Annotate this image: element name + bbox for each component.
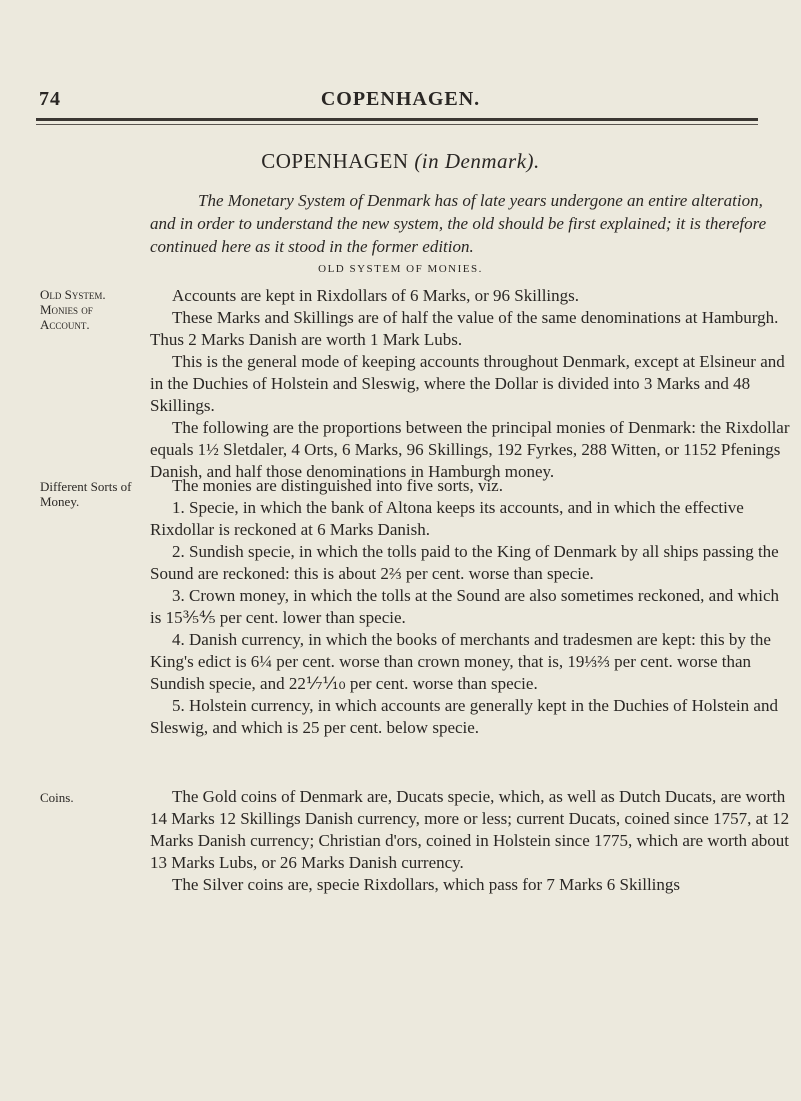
paragraph: 4. Danish currency, in which the books of merchants and tradesmen are kept: this by the King's edict is 6¼ per cent. worse than crown money, that is, 19⅓⅔ per cent. worse than Sundish specie, and 22⅐⅒ per cent. worse than specie. — [150, 630, 771, 693]
section-different-sorts — [150, 475, 790, 739]
margin-note-old-system: Old System. Monies of Account. — [40, 287, 106, 332]
heading-main: COPENHAGEN — [261, 149, 409, 173]
running-head — [0, 88, 801, 114]
intro-paragraph: The Monetary System of Denmark has of late years undergone an entire alteration, and in order to understand the new system, the old should be first explained; it is therefore continued here as it stood in the former edition. — [150, 191, 767, 256]
paragraph: The monies are distinguished into five sorts, viz. — [172, 476, 503, 495]
paragraph: 3. Crown money, in which the tolls at the Sound are also sometimes reckoned, and which is 15⅗⅘ per cent. lower than specie. — [150, 586, 779, 627]
paragraph: The Gold coins of Denmark are, Ducats specie, which, as well as Dutch Ducats, are worth 14 Marks 12 Skillings Danish currency, more or less; current Ducats, coined since 1757, at 12 Marks Danish currency; Christian d'ors, coined in Holstein since 1775, which are worth about 13 Marks Lubs, or 26 Marks Danish currency. — [150, 787, 790, 872]
paragraph: 1. Specie, in which the bank of Altona keeps its accounts, and in which the effective Rixdollar is reckoned at 6 Marks Danish. — [150, 498, 744, 539]
paragraph: This is the general mode of keeping accounts throughout Denmark, except at Elsineur and in the Duchies of Holstein and Sleswig, where the Dollar is divided into 3 Marks and 48 Skillings. — [150, 352, 785, 415]
paragraph: Accounts are kept in Rixdollars of 6 Marks, or 96 Skillings. — [172, 286, 580, 305]
header-rule-thick — [36, 118, 758, 121]
section-heading — [0, 149, 801, 174]
section-old-system — [150, 285, 790, 483]
paragraph: 2. Sundish specie, in which the tolls paid to the King of Denmark by all ships passing the Sound are reckoned: this is about 2⅔ per cent. worse than specie. — [150, 542, 779, 583]
section-coins — [150, 786, 790, 896]
page-number: 74 — [39, 88, 61, 110]
section-caption: OLD SYSTEM OF MONIES. — [318, 263, 483, 275]
paragraph: The following are the proportions between the principal monies of Denmark: the Rixdollar equals 1½ Sletdaler, 4 Orts, 6 Marks, 96 Skillings, 192 Fyrkes, 288 Witten, or 1152 Pfenings Danish, and half those denominations in Hamburgh money. — [150, 418, 790, 481]
margin-note-different-sorts: Different Sorts of Money. — [40, 479, 132, 509]
running-title: COPENHAGEN. — [320, 88, 481, 110]
margin-note-coins: Coins. — [40, 790, 74, 805]
paragraph: 5. Holstein currency, in which accounts are generally kept in the Duchies of Holstein and Sleswig, and which is 25 per cent. below specie. — [150, 696, 778, 737]
header-rule-thin — [36, 124, 758, 125]
heading-sub: (in Denmark). — [414, 149, 540, 173]
paragraph: The Silver coins are, specie Rixdollars, which pass for 7 Marks 6 Skillings — [172, 875, 681, 894]
paragraph: These Marks and Skillings are of half the value of the same denominations at Hamburgh. Thus 2 Marks Danish are worth 1 Mark Lubs. — [150, 308, 779, 349]
